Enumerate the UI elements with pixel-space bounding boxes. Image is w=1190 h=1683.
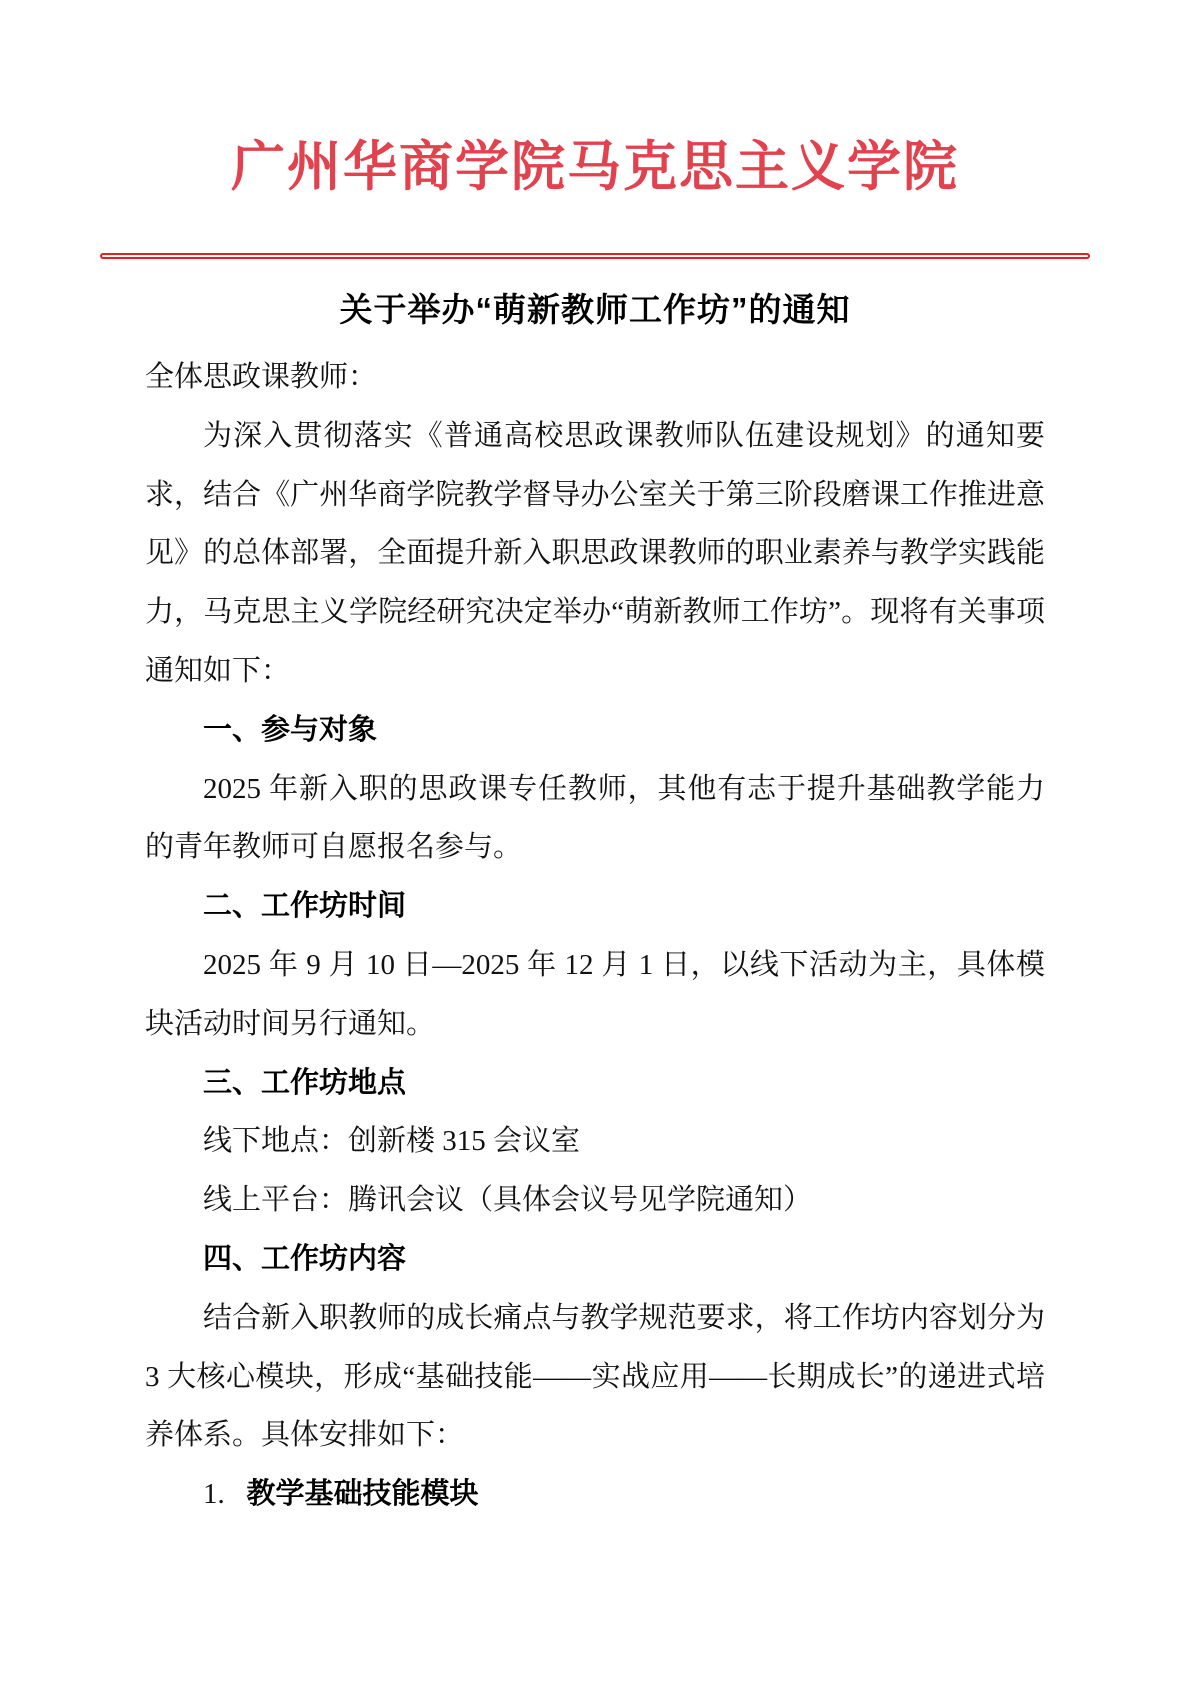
paragraph: 为深入贯彻落实《普通高校思政课教师队伍建设规划》的通知要求，结合《广州华商学院教学督导办公室关于第三阶段磨课工作推进意见》的总体部署，全面提升新入职思政课教师的职业素养与教学实践能力，马克思主义学院经研究决定举办“萌新教师工作坊”。现将有关事项通知如下：: [145, 419, 1045, 687]
paragraph: 结合新入职教师的成长痛点与教学规范要求，将工作坊内容划分为 3 大核心模块，形成“基础技能——实战应用——长期成长”的递进式培养体系。具体安排如下：: [145, 1301, 1045, 1452]
letterhead-divider-line: [100, 253, 1090, 259]
paragraph: 线下地点：创新楼 315 会议室: [203, 1125, 581, 1158]
section-heading: 一、参与对象: [203, 713, 378, 746]
document-body: [145, 348, 1045, 1524]
section-heading: 二、工作坊时间: [203, 890, 407, 923]
paragraph: 线上平台：腾讯会议（具体会议号见学院通知）: [203, 1184, 813, 1217]
section-heading: 四、工作坊内容: [203, 1242, 407, 1275]
paragraph: 2025 年新入职的思政课专任教师，其他有志于提升基础教学能力的青年教师可自愿报名参与。: [145, 772, 1045, 864]
section-heading: 三、工作坊地点: [203, 1066, 407, 1099]
list-text: 教学基础技能模块: [246, 1478, 479, 1511]
letterhead-org-title: 广州华商学院马克思主义学院: [231, 137, 959, 197]
paragraph: 2025 年 9 月 10 日—2025 年 12 月 1 日，以线下活动为主，具体模块活动时间另行通知。: [145, 948, 1045, 1040]
list-item: [145, 1465, 1045, 1524]
document-title: 关于举办“萌新教师工作坊”的通知: [339, 290, 851, 328]
salutation-line: 全体思政课教师：: [145, 360, 378, 393]
list-number: 1.: [203, 1478, 225, 1511]
